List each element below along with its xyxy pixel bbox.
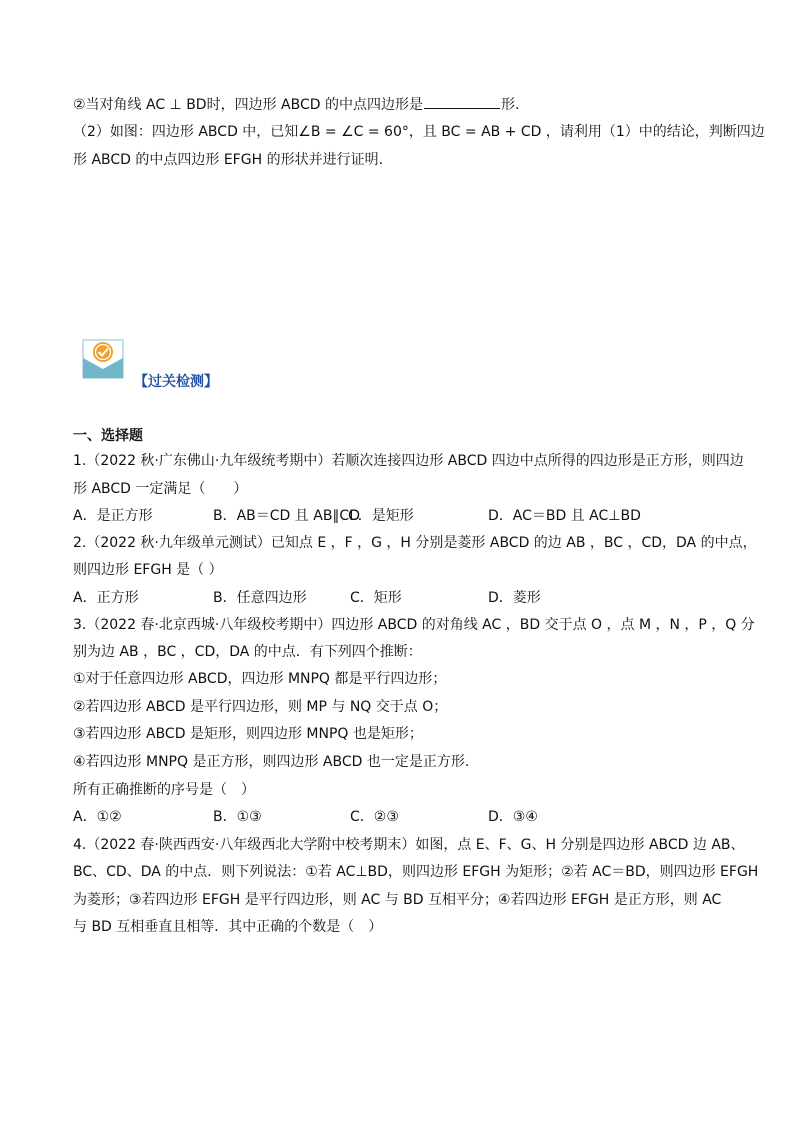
envelope-check-icon: [80, 336, 126, 380]
option-d[interactable]: D．AC＝BD 且 AC⊥BD: [488, 508, 641, 524]
question-text: （2）如图：四边形 ABCD 中，已知∠B = ∠C = 60°，且 BC = AB + CD ，请利用（1）中的结论，判断四边: [73, 124, 765, 140]
section-heading: 一、选择题: [73, 428, 143, 444]
question-2-stem: 2.（2022 秋·九年级单元测试）已知点 E ，F ，G ，H 分别是菱形 ABCD 的边 AB ，BC ，CD，DA 的中点，: [73, 535, 757, 551]
option-b[interactable]: B．任意四边形: [213, 590, 307, 606]
question-4-stem: 为菱形；③若四边形 EFGH 是平行四边形，则 AC 与 BD 互相平分；④若四边形 EFGH 是正方形，则 AC: [73, 892, 722, 908]
option-c[interactable]: C．②③: [350, 809, 399, 825]
question-4-stem: 与 BD 互相垂直且相等．其中正确的个数是（ ）: [73, 919, 383, 935]
question-part-2: [73, 94, 519, 115]
option-a[interactable]: A．正方形: [73, 590, 139, 606]
question-4-stem: 4.（2022 春·陕西西安·八年级西北大学附中校考期末）如图，点 E、F、G、H 分别是四边形 ABCD 边 AB、: [73, 837, 745, 853]
statement-4: ④若四边形 MNPQ 是正方形，则四边形 ABCD 也一定是正方形.: [73, 754, 470, 770]
question-3-prompt: 所有正确推断的序号是（ ）: [73, 782, 255, 798]
statement-3: ③若四边形 ABCD 是矩形，则四边形 MNPQ 也是矩形；: [73, 726, 423, 742]
statement-2: ②若四边形 ABCD 是平行四边形，则 MP 与 NQ 交于点 O；: [73, 699, 448, 715]
option-b[interactable]: B．AB＝CD 且 AB∥CD: [213, 508, 360, 524]
question-2-stem: 则四边形 EFGH 是（ ）: [73, 562, 223, 578]
question-4-stem: BC、CD、DA 的中点．则下列说法：①若 AC⊥BD，则四边形 EFGH 为矩形；②若 AC＝BD，则四边形 EFGH: [73, 864, 759, 880]
section-title: 【过关检测】: [134, 374, 218, 390]
question-text: 形.: [500, 97, 520, 113]
question-text: 形 ABCD 的中点四边形 EFGH 的形状并进行证明.: [73, 152, 384, 168]
question-3-stem: 别为边 AB ，BC ，CD，DA 的中点．有下列四个推断：: [73, 644, 422, 660]
option-c[interactable]: C．矩形: [350, 590, 402, 606]
option-d[interactable]: D．菱形: [488, 590, 541, 606]
option-a[interactable]: A．①②: [73, 809, 122, 825]
option-b[interactable]: B．①③: [213, 809, 262, 825]
question-1-stem: 形 ABCD 一定满足（ ）: [73, 481, 248, 497]
answer-blank[interactable]: [424, 94, 500, 109]
question-1-stem: 1.（2022 秋·广东佛山·九年级统考期中）若顺次连接四边形 ABCD 四边中点所得的四边形是正方形，则四边: [73, 453, 744, 469]
statement-1: ①对于任意四边形 ABCD，四边形 MNPQ 都是平行四边形；: [73, 671, 447, 687]
option-c[interactable]: C．是矩形: [348, 508, 414, 524]
question-3-stem: 3.（2022 春·北京西城·八年级校考期中）四边形 ABCD 的对角线 AC ，BD 交于点 O ，点 M ，N ，P ，Q 分: [73, 617, 755, 633]
option-d[interactable]: D．③④: [488, 809, 538, 825]
question-text: ②当对角线 AC ⊥ BD时，四边形 ABCD 的中点四边形是: [73, 97, 423, 113]
option-a[interactable]: A．是正方形: [73, 508, 153, 524]
